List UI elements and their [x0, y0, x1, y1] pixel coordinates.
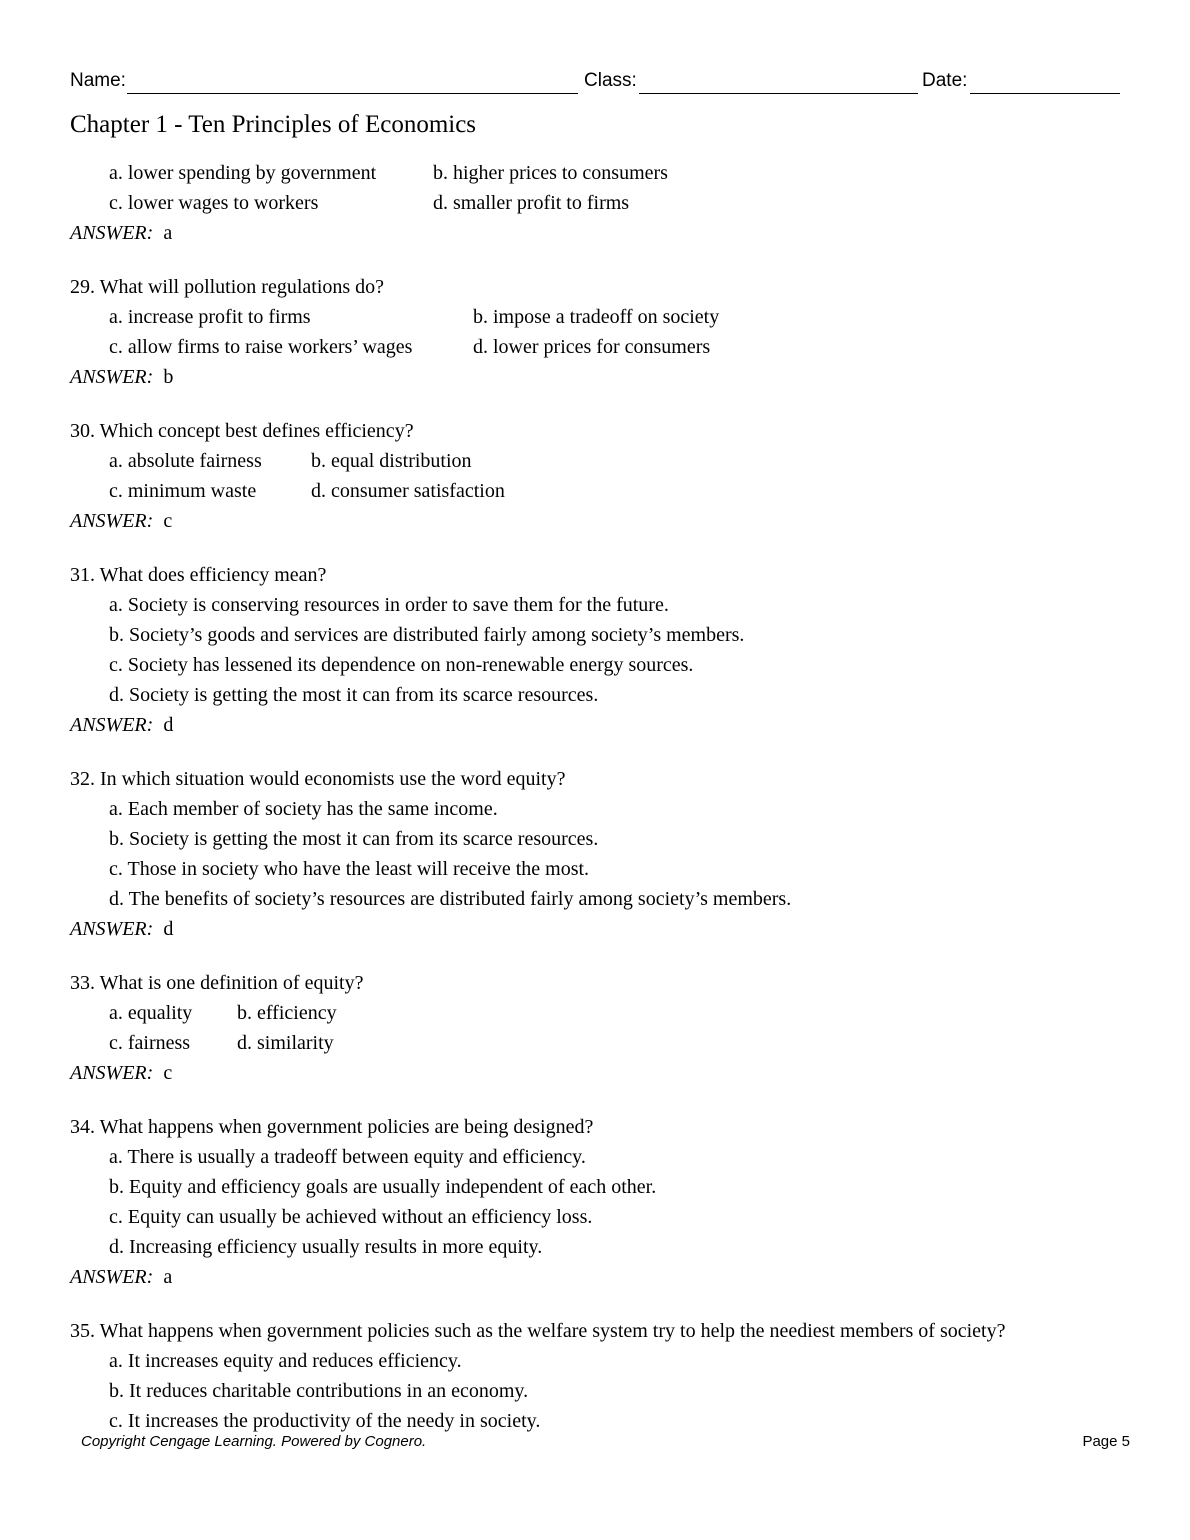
options	[109, 998, 1150, 1058]
option-a: a. Each member of society has the same income.	[109, 798, 498, 820]
date-field	[922, 68, 1120, 94]
answer-label: ANSWER:	[70, 1266, 154, 1288]
options	[109, 302, 1150, 362]
option-b: b. Society is getting the most it can from its scarce resources.	[109, 828, 599, 850]
answer-label: ANSWER:	[70, 1062, 154, 1084]
options	[109, 1346, 1150, 1436]
option-d: d. Increasing efficiency usually results in more equity.	[109, 1236, 543, 1258]
answer-value: d	[163, 714, 174, 736]
name-line	[127, 93, 578, 94]
answer-label: ANSWER:	[70, 714, 154, 736]
answer-line	[70, 1058, 1150, 1090]
answer-label: ANSWER:	[70, 918, 154, 940]
question-stem: 30. Which concept best defines efficiency?	[70, 420, 414, 442]
option-c: c. Those in society who have the least will receive the most.	[109, 858, 590, 880]
options	[109, 794, 1150, 914]
name-field	[70, 68, 578, 94]
answer-label: ANSWER:	[70, 366, 154, 388]
date-label: Date:	[922, 70, 968, 91]
question-stem: 29. What will pollution regulations do?	[70, 276, 385, 298]
option-c: c. It increases the productivity of the needy in society.	[109, 1410, 541, 1432]
copyright-notice: Copyright Cengage Learning. Powered by Cognero.	[81, 1433, 427, 1450]
answer-line	[70, 1262, 1150, 1294]
option-d: d. consumer satisfaction	[311, 480, 505, 502]
answer-line	[70, 506, 1150, 538]
option-c: c. lower wages to workers	[109, 192, 319, 214]
option-a: a. Society is conserving resources in order to save them for the future.	[109, 594, 669, 616]
option-d: d. The benefits of society’s resources are distributed fairly among society’s members.	[109, 888, 792, 910]
question-list	[70, 158, 1150, 1458]
answer-value: a	[163, 222, 173, 244]
answer-line	[70, 218, 1150, 250]
chapter-title: Chapter 1 - Ten Principles of Economics	[70, 111, 477, 138]
answer-label: ANSWER:	[70, 510, 154, 532]
answer-line	[70, 362, 1150, 394]
option-b: b. impose a tradeoff on society	[473, 306, 720, 328]
class-field	[584, 68, 918, 94]
date-line	[970, 93, 1120, 94]
class-line	[639, 93, 918, 94]
options	[109, 446, 1150, 506]
answer-value: c	[163, 510, 173, 532]
question-stem: 32. In which situation would economists use the word equity?	[70, 768, 566, 790]
option-a: a. There is usually a tradeoff between equity and efficiency.	[109, 1146, 586, 1168]
answer-value: c	[163, 1062, 173, 1084]
option-a: a. lower spending by government	[109, 162, 377, 184]
option-c: c. Society has lessened its dependence on non-renewable energy sources.	[109, 654, 694, 676]
option-d: d. smaller profit to firms	[433, 192, 630, 214]
question-28	[70, 158, 1150, 250]
answer-line	[70, 914, 1150, 946]
option-c: c. allow firms to raise workers’ wages	[109, 336, 413, 358]
question-31	[70, 560, 1150, 742]
answer-value: b	[163, 366, 174, 388]
question-33	[70, 968, 1150, 1090]
question-32	[70, 764, 1150, 946]
options	[109, 590, 1150, 710]
option-b: b. equal distribution	[311, 450, 472, 472]
options	[109, 158, 1150, 218]
option-b: b. Society’s goods and services are distributed fairly among society’s members.	[109, 624, 745, 646]
option-a: a. absolute fairness	[109, 450, 262, 472]
options	[109, 1142, 1150, 1262]
option-b: b. higher prices to consumers	[433, 162, 668, 184]
option-d: d. lower prices for consumers	[473, 336, 711, 358]
question-stem: 31. What does efficiency mean?	[70, 564, 327, 586]
option-d: d. Society is getting the most it can from its scarce resources.	[109, 684, 599, 706]
option-c: c. fairness	[109, 1032, 191, 1054]
question-30	[70, 416, 1150, 538]
answer-value: a	[163, 1266, 173, 1288]
option-b: b. efficiency	[237, 1002, 337, 1024]
option-b: b. Equity and efficiency goals are usually independent of each other.	[109, 1176, 657, 1198]
question-stem: 34. What happens when government policies are being designed?	[70, 1116, 594, 1138]
option-a: a. increase profit to firms	[109, 306, 311, 328]
answer-line	[70, 710, 1150, 742]
class-label: Class:	[584, 70, 637, 91]
answer-label: ANSWER:	[70, 222, 154, 244]
question-35	[70, 1316, 1150, 1436]
option-c: c. Equity can usually be achieved without an efficiency loss.	[109, 1206, 593, 1228]
question-29	[70, 272, 1150, 394]
option-b: b. It reduces charitable contributions in an economy.	[109, 1380, 529, 1402]
name-label: Name:	[70, 70, 126, 91]
student-info-header	[70, 68, 1120, 96]
answer-value: d	[163, 918, 174, 940]
option-a: a. It increases equity and reduces efficiency.	[109, 1350, 462, 1372]
question-34	[70, 1112, 1150, 1294]
question-stem: 33. What is one definition of equity?	[70, 972, 364, 994]
page-number: Page 5	[1082, 1433, 1130, 1450]
option-c: c. minimum waste	[109, 480, 257, 502]
option-a: a. equality	[109, 1002, 193, 1024]
question-stem: 35. What happens when government policies such as the welfare system try to help the neediest members of society?	[70, 1320, 1006, 1342]
option-d: d. similarity	[237, 1032, 334, 1054]
